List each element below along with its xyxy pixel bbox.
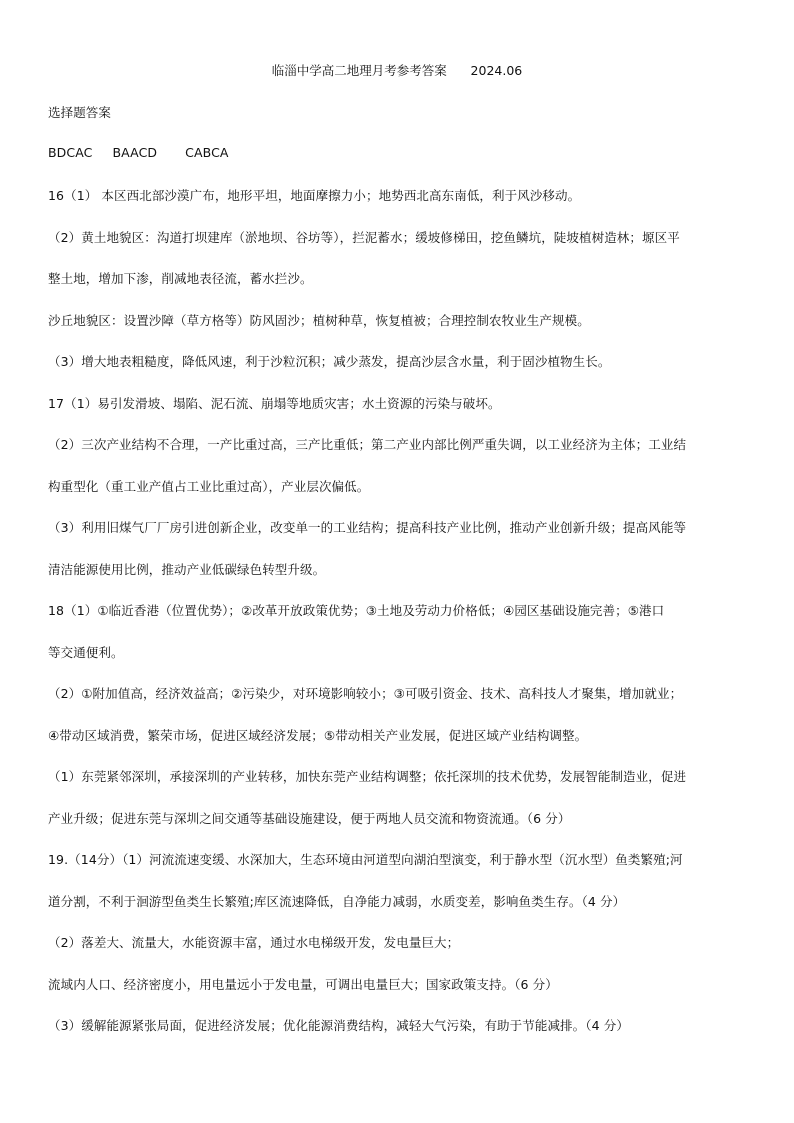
answer-line: （2）三次产业结构不合理，一产比重过高，三产比重低；第二产业内部比例严重失调，以工业经济为主体；工业结 xyxy=(48,437,687,452)
answer-line: 构重型化（重工业产值占工业比重过高），产业层次偏低。 xyxy=(48,479,370,494)
answer-line: （1）东莞紧邻深圳，承接深圳的产业转移，加快东莞产业结构调整；依托深圳的技术优势，发展智能制造业，促进 xyxy=(48,769,687,784)
answer-line: 17（1）易引发滑坡、塌陷、泥石流、崩塌等地质灾害；水土资源的污染与破坏。 xyxy=(48,396,501,411)
answer-line: （3）增大地表粗糙度，降低风速，利于沙粒沉积；减少蒸发，提高沙层含水量，利于固沙植物生长。 xyxy=(48,354,611,369)
section-label: 选择题答案 xyxy=(48,105,112,120)
answer-line: （2）落差大、流量大，水能资源丰富，通过水电梯级开发，发电量巨大； xyxy=(48,935,460,950)
answer-line: 流域内人口、经济密度小，用电量远小于发电量，可调出电量巨大；国家政策支持。（6 分） xyxy=(48,977,558,992)
answer-line: （3）利用旧煤气厂厂房引进创新企业，改变单一的工业结构；提高科技产业比例，推动产业创新升级；提高风能等 xyxy=(48,520,687,535)
answer-line: 19.（14分）（1）河流流速变缓、水深加大，生态环境由河道型向湖泊型演变，利于静水型（沉水型）鱼类繁殖;河 xyxy=(48,852,683,867)
answer-line: 整土地，增加下渗，削减地表径流，蓄水拦沙。 xyxy=(48,271,313,286)
answer-line: （2）黄土地貌区：沟道打坝建库（淤地坝、谷坊等），拦泥蓄水；缓坡修梯田，挖鱼鳞坑，陡坡植树造林；塬区平 xyxy=(48,230,680,245)
answer-group-3: CABCA xyxy=(185,145,229,160)
answer-line: （2）①附加值高，经济效益高；②污染少，对环境影响较小；③可吸引资金、技术、高科技人才聚集，增加就业； xyxy=(48,686,683,701)
answer-line: ④带动区域消费，繁荣市场，促进区域经济发展；⑤带动相关产业发展，促进区域产业结构调整。 xyxy=(48,728,588,743)
answer-line: 沙丘地貌区：设置沙障（草方格等）防风固沙；植树种草，恢复植被；合理控制农牧业生产规模。 xyxy=(48,313,590,328)
answer-line: 18（1）①临近香港（位置优势）；②改革开放政策优势；③土地及劳动力价格低；④园区基础设施完善；⑤港口 xyxy=(48,603,665,618)
answer-line: 清洁能源使用比例，推动产业低碳绿色转型升级。 xyxy=(48,562,326,577)
answer-line: 产业升级；促进东莞与深圳之间交通等基础设施建设，便于两地人员交流和物资流通。（6 分） xyxy=(48,811,571,826)
answer-group-2: BAACD xyxy=(112,145,158,160)
multiple-choice-answers xyxy=(48,145,748,160)
answer-line: 等交通便利。 xyxy=(48,645,124,660)
answer-group-1: BDCAC xyxy=(48,145,93,160)
answer-line: 16（1） 本区西北部沙漠广布，地形平坦，地面摩擦力小；地势西北高东南低，利于风沙移动。 xyxy=(48,188,581,203)
answer-line: 道分割，不利于洄游型鱼类生长繁殖;库区流速降低，自净能力减弱，水质变差，影响鱼类生存。（4 分） xyxy=(48,894,626,909)
page-title: 临淄中学高二地理月考参考答案 2024.06 xyxy=(271,63,523,78)
answer-line: （3）缓解能源紧张局面，促进经济发展；优化能源消费结构，减轻大气污染，有助于节能减排。（4 分） xyxy=(48,1018,629,1033)
